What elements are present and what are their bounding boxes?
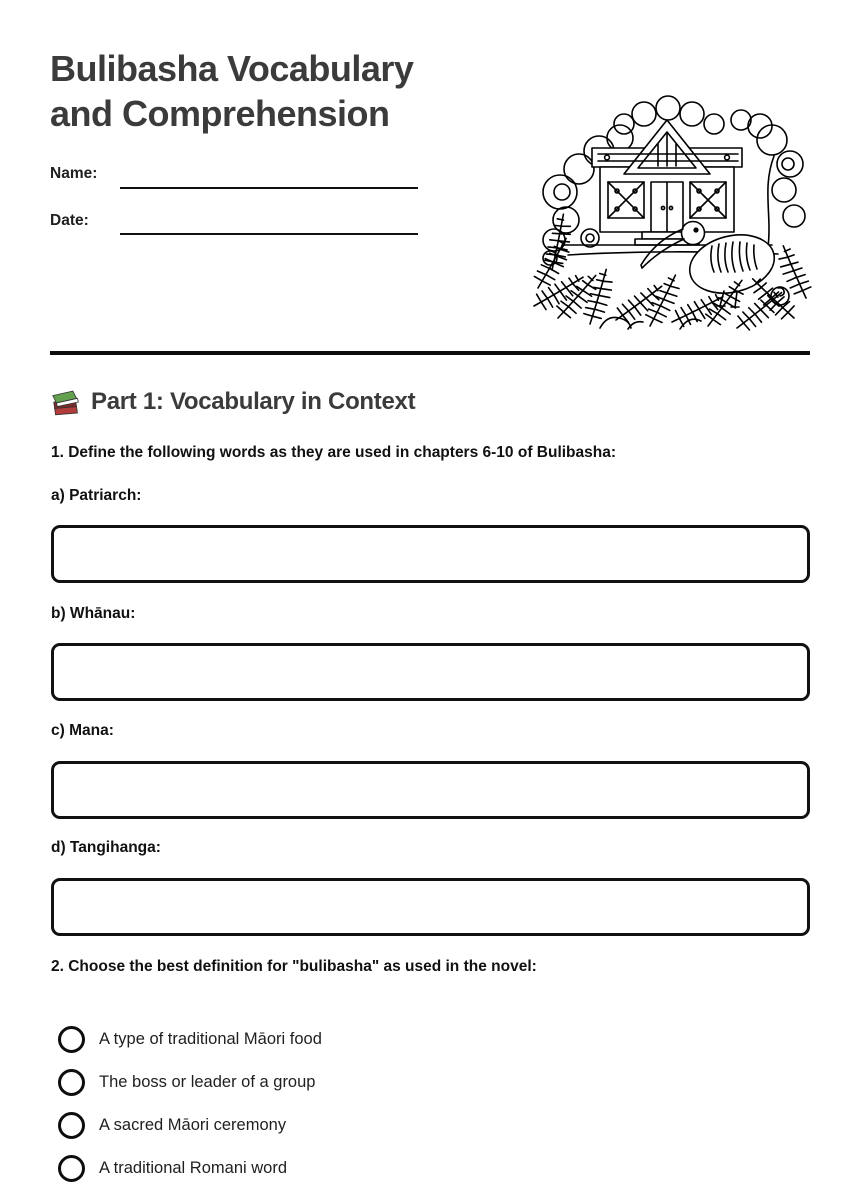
question-1-text: 1. Define the following words as they are used in chapters 6-10 of Bulibasha: [51,444,617,461]
page-title-line2: and Comprehension [50,93,390,134]
question-2-text: 2. Choose the best definition for "bulibasha" as used in the novel: [51,958,537,975]
answer-box-whanau[interactable] [51,643,810,701]
option-row-romani-word[interactable] [58,1155,287,1182]
marae-house-ferns-kiwi-illustration [532,92,810,330]
item-label-patriarch: a) Patriarch: [51,487,142,504]
option-label: A traditional Romani word [99,1159,288,1177]
radio-button-icon[interactable] [58,1112,85,1139]
option-row-sacred-ceremony[interactable] [58,1112,286,1139]
radio-button-icon[interactable] [58,1026,85,1053]
date-label: Date: [50,212,89,229]
name-label: Name: [50,165,98,182]
page-title [50,46,413,136]
answer-box-mana[interactable] [51,761,810,819]
part1-heading [51,388,415,416]
name-input-line[interactable] [120,187,418,189]
radio-button-icon[interactable] [58,1069,85,1096]
name-field-row [50,165,97,183]
option-label: A sacred Māori ceremony [99,1116,287,1134]
option-label: The boss or leader of a group [99,1073,316,1091]
date-input-line[interactable] [120,233,418,235]
item-label-mana: c) Mana: [51,722,114,739]
answer-box-patriarch[interactable] [51,525,810,583]
books-icon [51,388,82,416]
date-field-row [50,212,89,230]
radio-button-icon[interactable] [58,1155,85,1182]
page-title-line1: Bulibasha Vocabulary [50,48,414,89]
answer-box-tangihanga[interactable] [51,878,810,936]
option-label: A type of traditional Māori food [99,1030,322,1048]
item-label-tangihanga: d) Tangihanga: [51,839,161,856]
part1-heading-text: Part 1: Vocabulary in Context [91,388,416,415]
section-divider [50,351,810,355]
item-label-whanau: b) Whānau: [51,605,136,622]
option-row-boss-leader[interactable] [58,1069,315,1096]
option-row-maori-food[interactable] [58,1026,322,1053]
